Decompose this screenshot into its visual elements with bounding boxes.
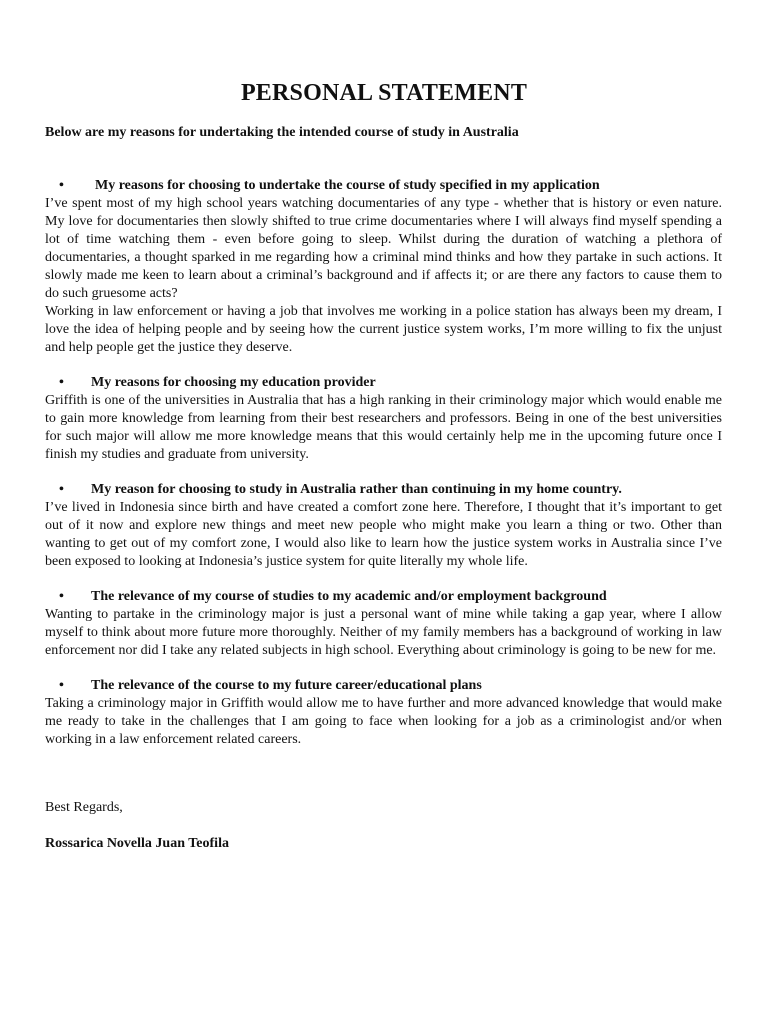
bullet-icon: • xyxy=(59,589,64,604)
section-heading-text: My reasons for choosing my education provider xyxy=(91,375,376,390)
section-heading xyxy=(45,481,722,499)
section-heading xyxy=(45,374,722,392)
section-paragraph: Griffith is one of the universities in Australia that has a high ranking in their criminology major which would enable me to gain more knowledge from learning from their best researchers and professors. Being in one of the best universities for such major will allow me more knowledge means that this would certainly help me in the upcoming future once I finish my studies and graduate from university. xyxy=(45,393,722,462)
bullet-icon: • xyxy=(59,678,64,693)
section-heading-text: My reasons for choosing to undertake the course of study specified in my application xyxy=(95,178,600,193)
section-country-reasons xyxy=(45,481,722,571)
section-provider-reasons xyxy=(45,374,722,464)
section-course-reasons xyxy=(45,177,722,357)
section-heading xyxy=(45,177,722,195)
section-heading-text: The relevance of my course of studies to my academic and/or employment background xyxy=(91,589,607,604)
bullet-icon: • xyxy=(59,375,64,390)
intro-line: Below are my reasons for undertaking the intended course of study in Australia xyxy=(45,125,519,140)
section-paragraph: I’ve spent most of my high school years watching documentaries of any type - whether that is history or even nature. My love for documentaries then slowly shifted to true crime documentaries where I will always find myself spending a lot of time watching them - even before going to sleep. Whilst during the duration of watching a plethora of documentaries, a thought sparked in me regarding how a criminal mind thinks and how they partake in such actions. It slowly made me keen to learn about a criminal’s background and if affects it; or are there any factors to cause them to do such gruesome acts? xyxy=(45,196,722,301)
bullet-icon: • xyxy=(59,482,64,497)
section-heading xyxy=(45,677,722,695)
signature-name: Rossarica Novella Juan Teofila xyxy=(45,836,229,851)
section-paragraph: Working in law enforcement or having a job that involves me working in a police station has always been my dream, I love the idea of helping people and by seeing how the current justice system works, I’m more willing to fix the unjust and help people get the justice they deserve. xyxy=(45,304,722,355)
section-heading-text: The relevance of the course to my future career/educational plans xyxy=(91,678,482,693)
closing-line: Best Regards, xyxy=(45,800,123,815)
document-title: PERSONAL STATEMENT xyxy=(240,80,528,106)
section-heading xyxy=(45,588,722,606)
section-career-relevance xyxy=(45,677,722,749)
section-paragraph: Wanting to partake in the criminology major is just a personal want of mine while taking a gap year, where I allow myself to think about more future more thoroughly. Neither of my family members has a background of working in law enforcement nor did I take any related subjects in high school. Everything about criminology is going to be new for me. xyxy=(45,607,722,658)
sections-container xyxy=(45,177,722,766)
section-heading-text: My reason for choosing to study in Australia rather than continuing in my home country. xyxy=(91,482,622,497)
section-paragraph: I’ve lived in Indonesia since birth and have created a comfort zone here. Therefore, I thought that it’s important to get out of it now and explore new things and meet new people who might make you learn a thing or two. Other than wanting to get out of my comfort zone, I would also like to learn how the justice system works in Australia since I’ve been exposed to looking at Indonesia’s justice system for quite literally my whole life. xyxy=(45,500,722,569)
section-academic-relevance xyxy=(45,588,722,660)
bullet-icon: • xyxy=(59,178,64,193)
section-paragraph: Taking a criminology major in Griffith would allow me to have further and more advanced knowledge that would make me ready to take in the challenges that I am going to face when looking for a job as a criminologist and/or when working in a law enforcement related careers. xyxy=(45,696,722,747)
